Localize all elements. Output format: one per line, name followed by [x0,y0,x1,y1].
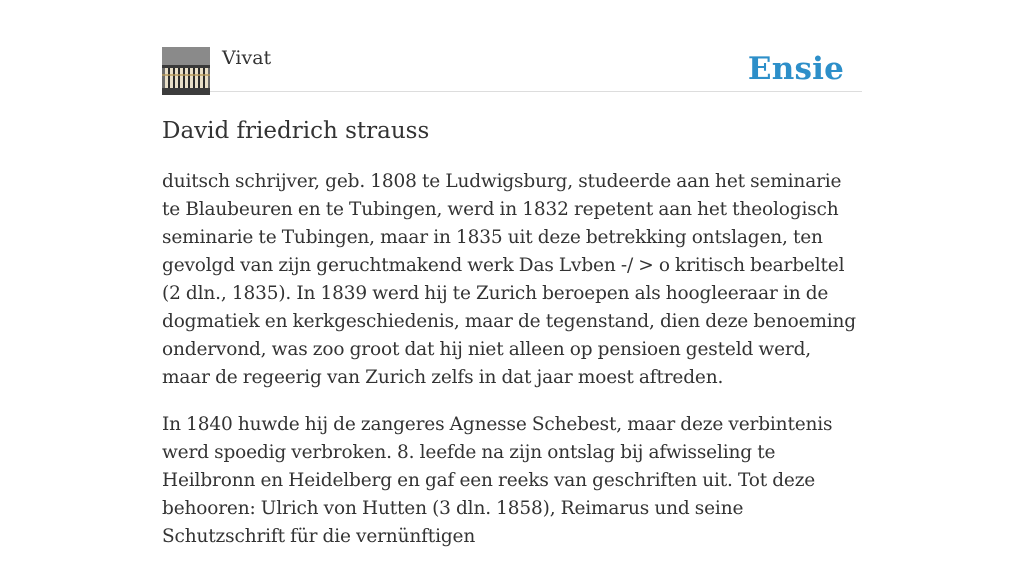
paragraph: In 1840 huwde hij de zangeres Agnesse Schebest, maar deze verbintenis werd spoedig verbroken. 8. leefde na zijn ontslag bij afwisseling te Heilbronn en Heidelberg en gaf een reeks van geschriften uit. Tot deze behooren: Ulrich von Hutten (3 dln. 1858), Reimarus und seine Schutzschrift für die vernünftigen [162,414,833,547]
paragraph: duitsch schrijver, geb. 1808 te Ludwigsburg, studeerde aan het seminarie te Blaubeuren en te Tubingen, werd in 1832 repetent aan het theologisch seminarie te Tubingen, maar in 1835 uit deze betrekking ontslagen, ten gevolgd van zijn geruchtmakend werk Das Lvben -/ > o kritisch bearbeltel (2 dln., 1835). In 1839 werd hij te Zurich beroepen als hoogleeraar in de dogmatiek en kerkgeschiedenis, maar de tegenstand, dien deze benoeming ondervond, was zoo groot dat hij niet alleen op pensioen gesteld werd, maar de regeerig van Zurich zelfs in dat jaar moest aftreden. [162,171,856,388]
bookshelf-avatar-icon [162,47,210,95]
brand-logo[interactable]: Ensie [747,51,844,87]
header [162,0,862,92]
page-title: David friedrich strauss [162,118,430,144]
article-body [162,168,862,570]
article-page [162,0,862,547]
avatar[interactable] [162,47,210,95]
site-name[interactable]: Vivat [222,47,272,69]
